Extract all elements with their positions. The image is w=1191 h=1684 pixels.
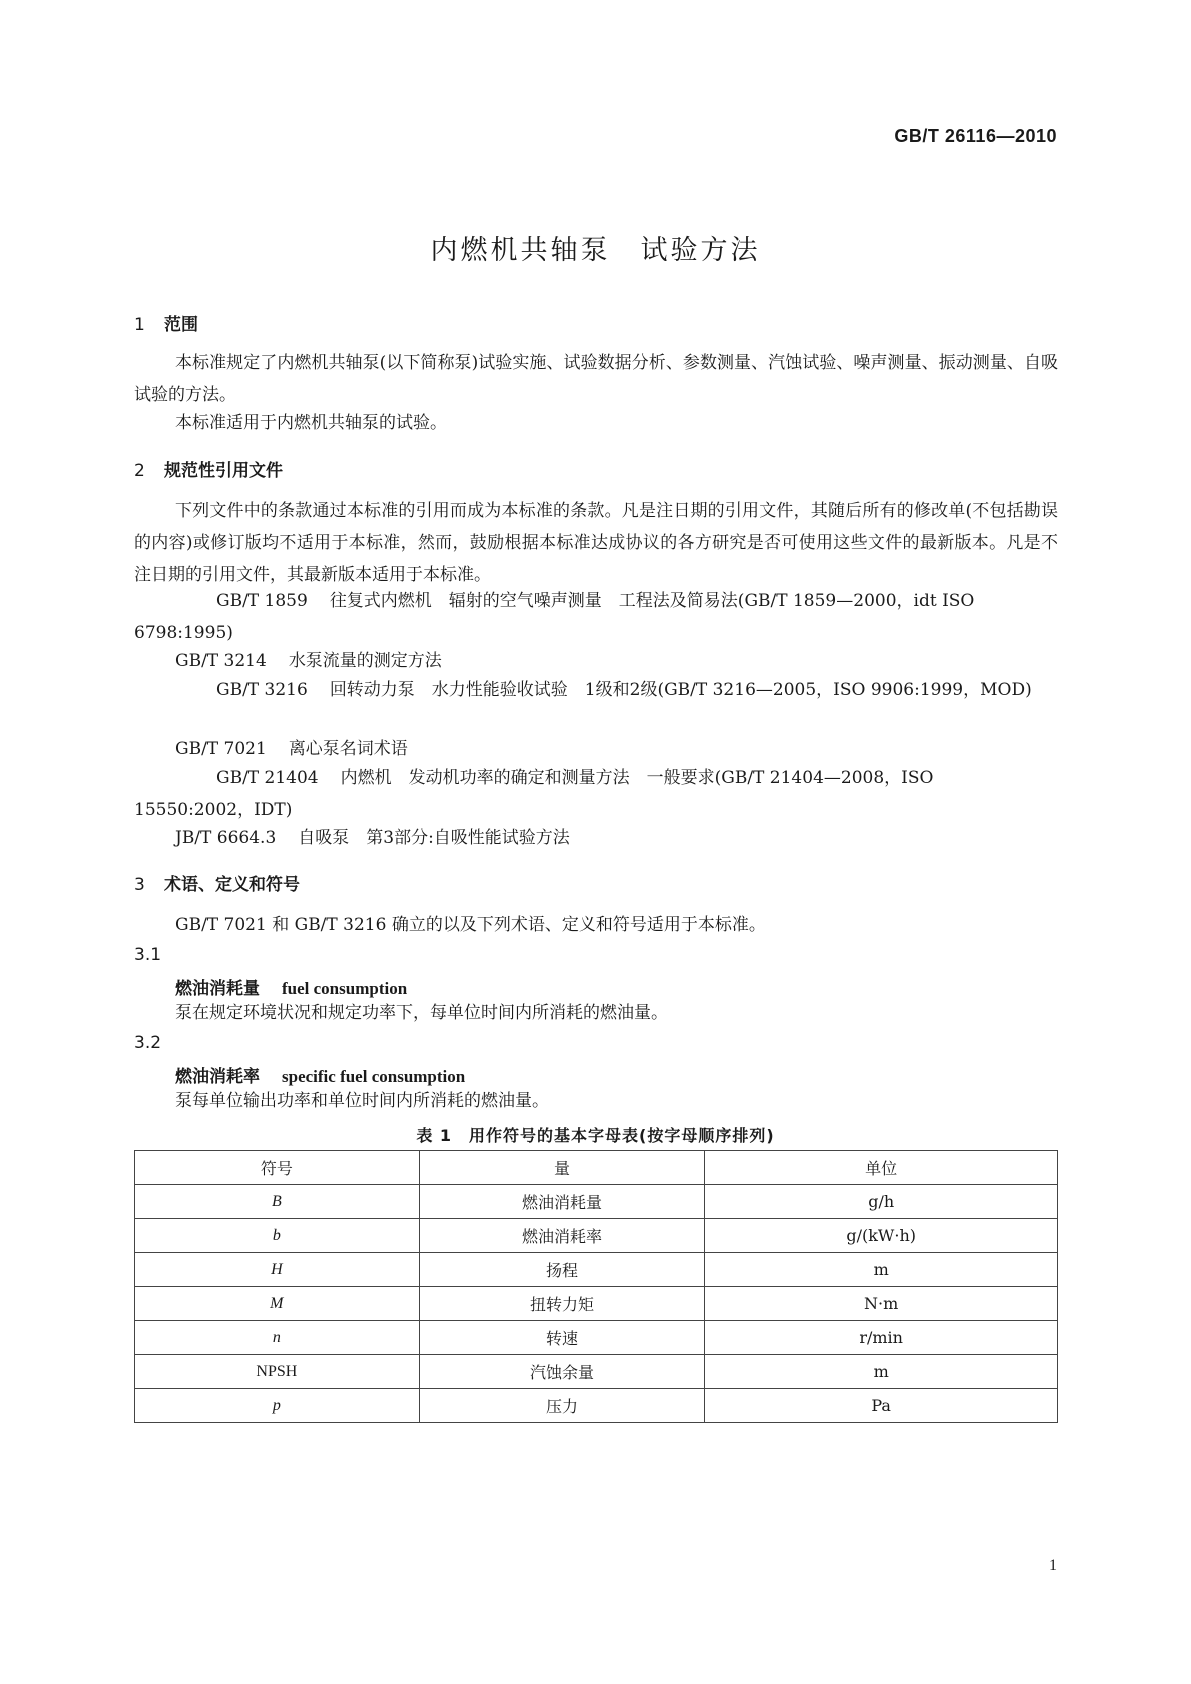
symbol-cell: NPSH [135,1355,420,1389]
reference-code: GB/T 3214 [175,651,267,671]
reference-title: 内燃机 发动机功率的确定和测量方法 一般要求(GB/T 21404—2008，ISO 15550:2002，IDT) [134,768,934,820]
unit-cell: Pa [705,1389,1058,1423]
reference-code: GB/T 1859 [216,591,308,611]
quantity-cell: 扭转力矩 [419,1287,705,1321]
normative-intro: 下列文件中的条款通过本标准的引用而成为本标准的条款。凡是注日期的引用文件，其随后所有的修改单(不包括勘误的内容)或修订版均不适用于本标准，然而，鼓励根据本标准达成协议的各方研究是否可使用这些文件的最新版本。凡是不注日期的引用文件，其最新版本适用于本标准。 [134,501,1058,585]
section-title: 规范性引用文件 [164,461,283,481]
quantity-cell: 压力 [419,1389,705,1423]
symbol-cell: M [135,1287,420,1321]
quantity-cell: 转速 [419,1321,705,1355]
reference-item [134,674,1058,706]
page-number: 1 [1049,1557,1057,1574]
table-row [135,1253,1058,1287]
unit-cell: g/(kW·h) [705,1219,1058,1253]
table-row [135,1321,1058,1355]
section-title: 术语、定义和符号 [164,875,300,895]
reference-item [175,645,1058,677]
symbol-cell: H [135,1253,420,1287]
reference-code: GB/T 21404 [216,768,319,788]
terms-intro: GB/T 7021 和 GB/T 3216 确立的以及下列术语、定义和符号适用于本标准。 [175,915,766,935]
term-chinese: 燃油消耗率 [175,1067,260,1087]
document-title: 内燃机共轴泵 试验方法 [430,235,761,266]
section-number: 3 [134,875,145,895]
unit-cell: g/h [705,1185,1058,1219]
symbol-cell: B [135,1185,420,1219]
reference-item [175,733,1058,765]
symbol-cell: n [135,1321,420,1355]
quantity-cell: 燃油消耗率 [419,1219,705,1253]
term-english: specific fuel consumption [282,1067,466,1086]
quantity-cell: 燃油消耗量 [419,1185,705,1219]
section-number: 2 [134,461,145,481]
table-header-row [135,1151,1058,1185]
symbol-cell: b [135,1219,420,1253]
reference-title: 往复式内燃机 辐射的空气噪声测量 工程法及简易法(GB/T 1859—2000，idt ISO 6798:1995) [134,591,975,643]
reference-code: GB/T 3216 [216,680,308,700]
reference-item [134,762,1058,826]
column-header-quantity: 量 [419,1151,705,1185]
reference-title: 回转动力泵 水力性能验收试验 1级和2级(GB/T 3216—2005，ISO 9906:1999，MOD) [329,680,1032,700]
table-row [135,1355,1058,1389]
standard-number: GB/T 26116—2010 [894,126,1057,146]
quantity-cell: 扬程 [419,1253,705,1287]
reference-code: JB/T 6664.3 [175,828,277,848]
term-heading [175,1062,465,1087]
column-header-unit: 单位 [705,1151,1058,1185]
term-number: 3.2 [134,1033,162,1053]
reference-item [175,822,1058,854]
reference-title: 自吸泵 第3部分:自吸性能试验方法 [298,828,570,848]
term-heading [175,974,407,999]
unit-cell: N·m [705,1287,1058,1321]
term-definition: 泵在规定环境状况和规定功率下，每单位时间内所消耗的燃油量。 [175,1003,668,1023]
term-english: fuel consumption [282,979,408,998]
table-row [135,1185,1058,1219]
table-row [135,1287,1058,1321]
reference-title: 水泵流量的测定方法 [288,651,442,671]
quantity-cell: 汽蚀余量 [419,1355,705,1389]
column-header-symbol: 符号 [135,1151,420,1185]
reference-item [134,585,1058,649]
unit-cell: m [705,1253,1058,1287]
section-3-heading [134,870,300,895]
section-1-heading [134,310,198,335]
section-number: 1 [134,315,145,335]
term-definition: 泵每单位输出功率和单位时间内所消耗的燃油量。 [175,1091,549,1111]
term-chinese: 燃油消耗量 [175,979,260,999]
table-row [135,1389,1058,1423]
unit-cell: r/min [705,1321,1058,1355]
term-number: 3.1 [134,945,162,965]
section-title: 范围 [164,315,198,335]
scope-paragraph-2: 本标准适用于内燃机共轴泵的试验。 [175,413,447,433]
reference-code: GB/T 7021 [175,739,267,759]
symbol-table [134,1150,1058,1423]
unit-cell: m [705,1355,1058,1389]
scope-paragraph-1: 本标准规定了内燃机共轴泵(以下简称泵)试验实施、试验数据分析、参数测量、汽蚀试验、噪声测量、振动测量、自吸试验的方法。 [134,353,1058,405]
section-2-heading [134,456,283,481]
symbol-cell: p [135,1389,420,1423]
table-caption: 表 1 用作符号的基本字母表(按字母顺序排列) [416,1126,775,1145]
table-row [135,1219,1058,1253]
reference-title: 离心泵名词术语 [288,739,408,759]
